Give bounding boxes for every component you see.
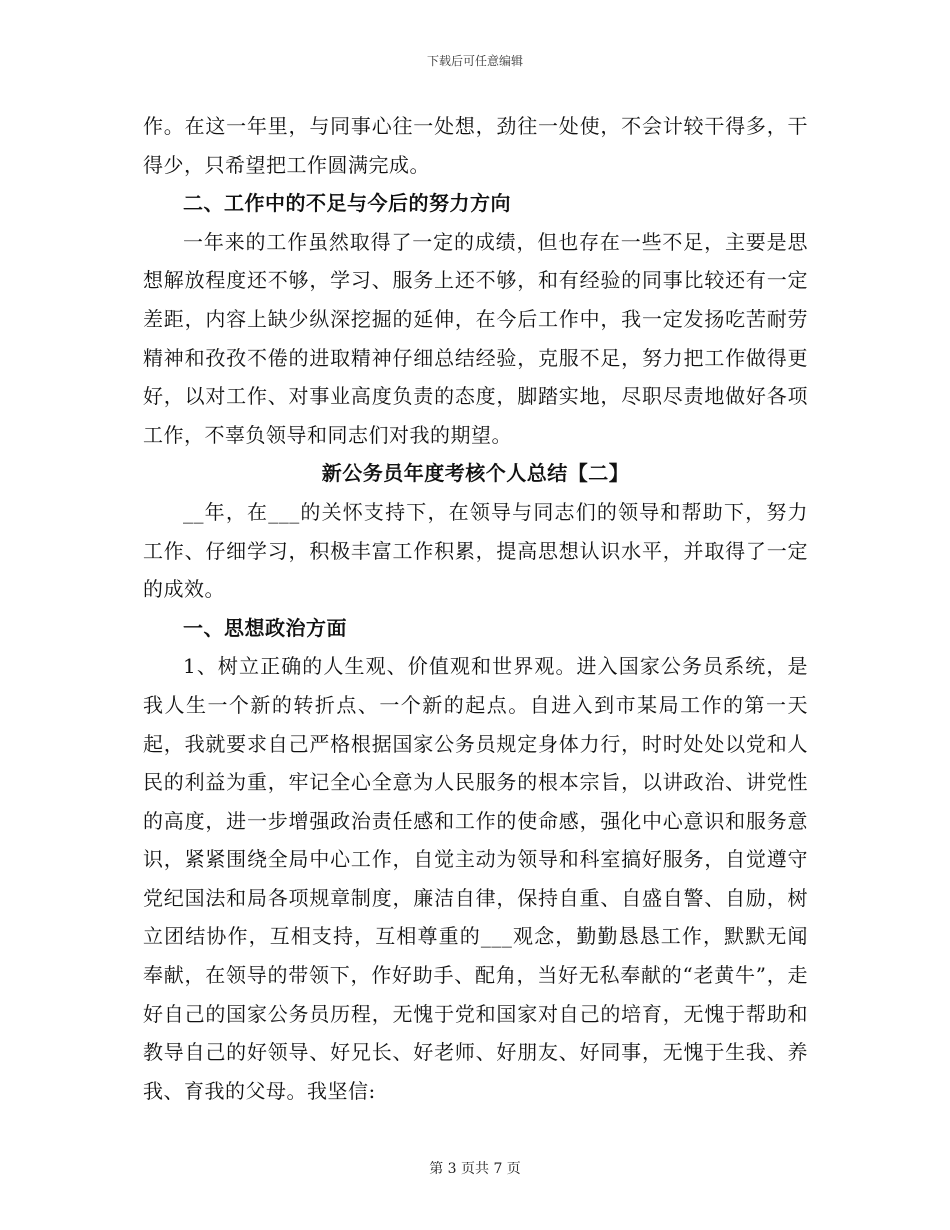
page-footer: 第 3 页共 7 页 xyxy=(429,1161,521,1177)
paragraph-shortcomings: 一年来的工作虽然取得了一定的成绩，但也存在一些不足，主要是思想解放程度还不够，学习、服务上还不够，和有经验的同事比较还有一定差距，内容上缺少纵深挖掘的延伸，在今后工作中，我一定发扬吃苦耐劳精神和孜孜不倦的进取精神仔细总结经验，克服不足，努力把工作做得更好，以对工作、对事业高度负责的态度，脚踏实地，尽职尽责地做好各项工作，不辜负领导和同志们对我的期望。 xyxy=(143,229,808,447)
paragraph-intro: __年，在___的关怀支持下，在领导与同志们的领导和帮助下，努力工作、仔细学习，积极丰富工作积累，提高思想认识水平，并取得了一定的成效。 xyxy=(143,499,808,602)
document-body xyxy=(143,107,808,1110)
section-heading-ideology: 一、思想政治方面 xyxy=(183,615,347,640)
paragraph-ideology: 1、树立正确的人生观、价值观和世界观。进入国家公务员系统，是我人生一个新的转折点、一个新的起点。自进入到市某局工作的第一天起，我就要求自己严格根据国家公务员规定身体力行，时时处处以党和人民的利益为重，牢记全心全意为人民服务的根本宗旨，以讲政治、讲党性的高度，进一步增强政治责任感和工作的使命感，强化中心意识和服务意识，紧紧围绕全局中心工作，自觉主动为领导和科室搞好服务，自觉遵守党纪国法和局各项规章制度，廉洁自律，保持自重、自盛自警、自励，树立团结协作，互相支持，互相尊重的___观念，勤勤恳恳工作，默默无闻奉献，在领导的带领下，作好助手、配角，当好无私奉献的“老黄牛”，走好自己的国家公务员历程，无愧于党和国家对自己的培育，无愧于帮助和教导自己的好领导、好兄长、好老师、好朋友、好同事，无愧于生我、养我、育我的父母。我坚信: xyxy=(143,654,808,1103)
paragraph-continuation: 作。在这一年里，与同事心往一处想，劲往一处使，不会计较干得多，干得少，只希望把工作圆满完成。 xyxy=(143,114,808,177)
article-title: 新公务员年度考核个人总结【二】 xyxy=(321,461,630,486)
section-heading-shortcomings: 二、工作中的不足与今后的努力方向 xyxy=(183,191,511,216)
page-header: 下载后可任意编辑 xyxy=(426,54,523,68)
